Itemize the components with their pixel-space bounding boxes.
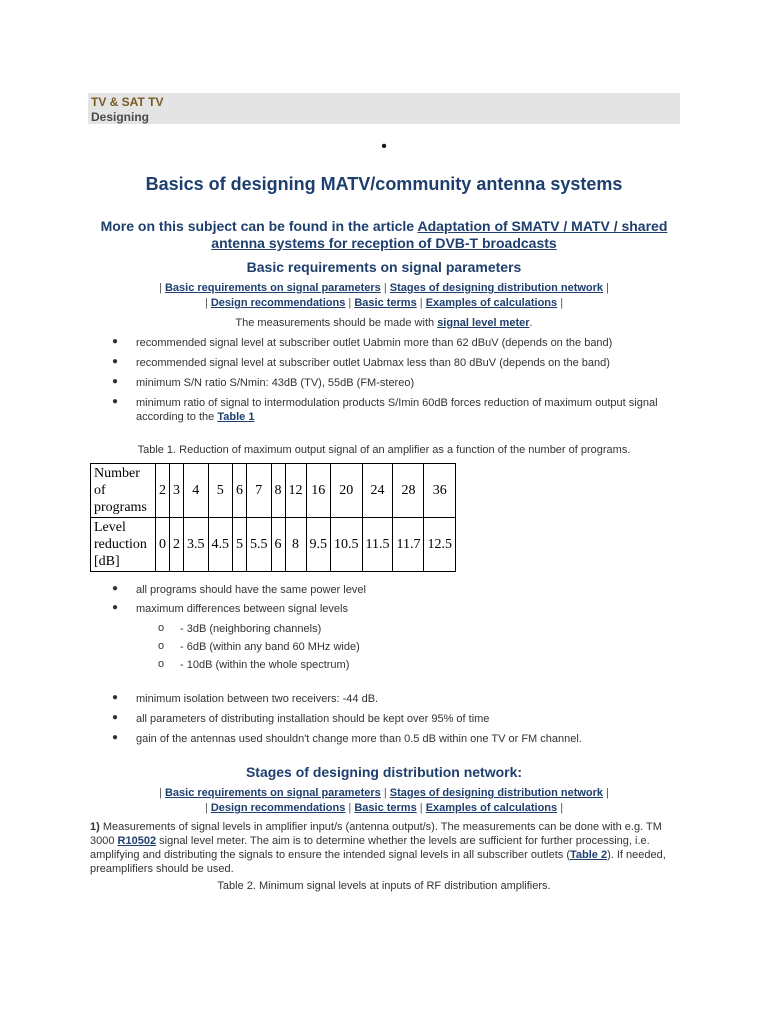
- step1-paragraph: 1) Measurements of signal levels in amplifier input/s (antenna output/s). The measurements can be done with e.g. TM 3000 R10502 signal level meter. The aim is to determine whether the levels are sufficient for further processing, i.e. amplifying and distributing the signals to ensure the intended signal levels in all subscriber outlets (Table 2). If needed, preamplifiers should be used.: [90, 821, 666, 875]
- table-cell: 7: [247, 464, 272, 518]
- bullet-icon: ●: [112, 376, 119, 387]
- bullet-icon: ●: [112, 583, 119, 594]
- table1-link[interactable]: Table 1: [217, 411, 255, 423]
- nav-link-stages[interactable]: Stages of designing distribution network: [389, 282, 604, 294]
- breadcrumb-bar: [88, 93, 680, 124]
- requirements-list: [88, 336, 682, 424]
- list-item: ● minimum ratio of signal to intermodulation products S/Imin 60dB forces reduction of maximum output signal according to the Table 1: [112, 396, 658, 423]
- nav-link-stages[interactable]: Stages of designing distribution network: [389, 787, 604, 799]
- table-cell: 12: [285, 464, 306, 518]
- page-title: Basics of designing MATV/community antenna systems: [145, 174, 623, 194]
- list-item: o - 6dB (within any band 60 MHz wide): [158, 640, 360, 653]
- table-cell: 3: [170, 464, 184, 518]
- more-info: [88, 218, 680, 252]
- signal-rules-list: [88, 583, 682, 616]
- section-nav-1: | Basic requirements on signal parameters | Stages of designing distribution network | | Design recommendations | Basic terms | Examples of calculations |: [159, 282, 609, 309]
- list-item: ● minimum S/N ratio S/Nmin: 43dB (TV), 55dB (FM-stereo): [112, 376, 415, 389]
- table-cell: 5.5: [247, 518, 272, 572]
- table-cell: 2: [156, 464, 170, 518]
- list-item: o - 3dB (neighboring channels): [158, 622, 322, 635]
- circle-bullet-icon: o: [158, 622, 165, 634]
- list-item: ● recommended signal level at subscriber outlet Uabmin more than 62 dBuV (depends on the band): [112, 336, 613, 349]
- installation-rules-list: [88, 692, 682, 746]
- table-cell: 28: [393, 464, 424, 518]
- table-cell: 4.5: [208, 518, 233, 572]
- table-cell: 16: [306, 464, 331, 518]
- bullet-icon: ●: [112, 712, 119, 723]
- bullet-icon: ●: [112, 336, 119, 347]
- list-item: o - 10dB (within the whole spectrum): [158, 658, 350, 671]
- circle-bullet-icon: o: [158, 640, 165, 652]
- table2-caption: Table 2. Minimum signal levels at inputs of RF distribution amplifiers.: [217, 880, 551, 892]
- nav-link-examples[interactable]: Examples of calculations: [425, 802, 558, 814]
- step-number: 1): [90, 821, 100, 833]
- row-label-programs: Number of programs: [91, 464, 156, 518]
- table-cell: 2: [170, 518, 184, 572]
- bullet-dot: •: [381, 138, 387, 155]
- breadcrumb-subcategory[interactable]: Designing: [91, 110, 150, 124]
- table-cell: 36: [424, 464, 456, 518]
- nav-link-recommendations[interactable]: Design recommendations: [210, 802, 346, 814]
- breadcrumb-category[interactable]: TV & SAT TV: [91, 95, 164, 109]
- table-cell: 24: [362, 464, 393, 518]
- table-cell: 5: [233, 518, 247, 572]
- signal-level-meter-link[interactable]: signal level meter: [437, 317, 530, 329]
- table-cell: 4: [184, 464, 209, 518]
- bullet-icon: ●: [112, 602, 119, 613]
- table2-link[interactable]: Table 2: [570, 849, 608, 861]
- list-item: ● gain of the antennas used shouldn't change more than 0.5 dB within one TV or FM channel.: [112, 732, 582, 745]
- list-item: ● maximum differences between signal levels: [112, 602, 348, 615]
- nav-link-requirements[interactable]: Basic requirements on signal parameters: [164, 282, 381, 294]
- measure-note: The measurements should be made with signal level meter.: [235, 317, 533, 329]
- list-item: ● minimum isolation between two receivers: -44 dB.: [112, 692, 379, 705]
- section-heading-requirements: Basic requirements on signal parameters: [246, 259, 522, 275]
- table-cell: 0: [156, 518, 170, 572]
- nav-link-recommendations[interactable]: Design recommendations: [210, 297, 346, 309]
- nav-link-terms[interactable]: Basic terms: [354, 802, 417, 814]
- table-cell: 12.5: [424, 518, 456, 572]
- circle-bullet-icon: o: [158, 658, 165, 670]
- table-cell: 11.5: [362, 518, 393, 572]
- nav-link-requirements[interactable]: Basic requirements on signal parameters: [164, 787, 381, 799]
- section-nav-2: | Basic requirements on signal parameters | Stages of designing distribution network | | Design recommendations | Basic terms | Examples of calculations |: [159, 787, 609, 814]
- table-cell: 6: [271, 518, 285, 572]
- table1-caption: Table 1. Reduction of maximum output signal of an amplifier as a function of the number of programs.: [137, 444, 631, 456]
- r10502-link[interactable]: R10502: [117, 835, 157, 847]
- table-row: [91, 464, 456, 518]
- more-info-prefix: More on this subject can be found in the article: [100, 218, 418, 234]
- nav-link-terms[interactable]: Basic terms: [354, 297, 417, 309]
- nav-link-examples[interactable]: Examples of calculations: [425, 297, 558, 309]
- table-cell: 3.5: [184, 518, 209, 572]
- list-item: ● all programs should have the same power level: [112, 583, 366, 596]
- bullet-icon: ●: [112, 732, 119, 743]
- reduction-table: [90, 463, 456, 572]
- row-label-reduction: Level reduction [dB]: [91, 518, 156, 572]
- bullet-icon: ●: [112, 396, 119, 407]
- bullet-icon: ●: [112, 356, 119, 367]
- table-cell: 10.5: [331, 518, 363, 572]
- table-cell: 20: [331, 464, 363, 518]
- table-cell: 5: [208, 464, 233, 518]
- article-link[interactable]: Adaptation of SMATV / MATV / shared antenna systems for reception of DVB-T broadcasts: [211, 218, 668, 251]
- table-cell: 8: [271, 464, 285, 518]
- table-cell: 6: [233, 464, 247, 518]
- section-heading-stages: Stages of designing distribution network:: [245, 764, 523, 780]
- table-cell: 8: [285, 518, 306, 572]
- list-item: ● all parameters of distributing installation should be kept over 95% of time: [112, 712, 490, 725]
- bullet-icon: ●: [112, 692, 119, 703]
- level-differences-list: [158, 622, 360, 672]
- table-cell: 11.7: [393, 518, 424, 572]
- table-row: [91, 518, 456, 572]
- table-cell: 9.5: [306, 518, 331, 572]
- list-item: ● recommended signal level at subscriber outlet Uabmax less than 80 dBuV (depends on the band): [112, 356, 610, 369]
